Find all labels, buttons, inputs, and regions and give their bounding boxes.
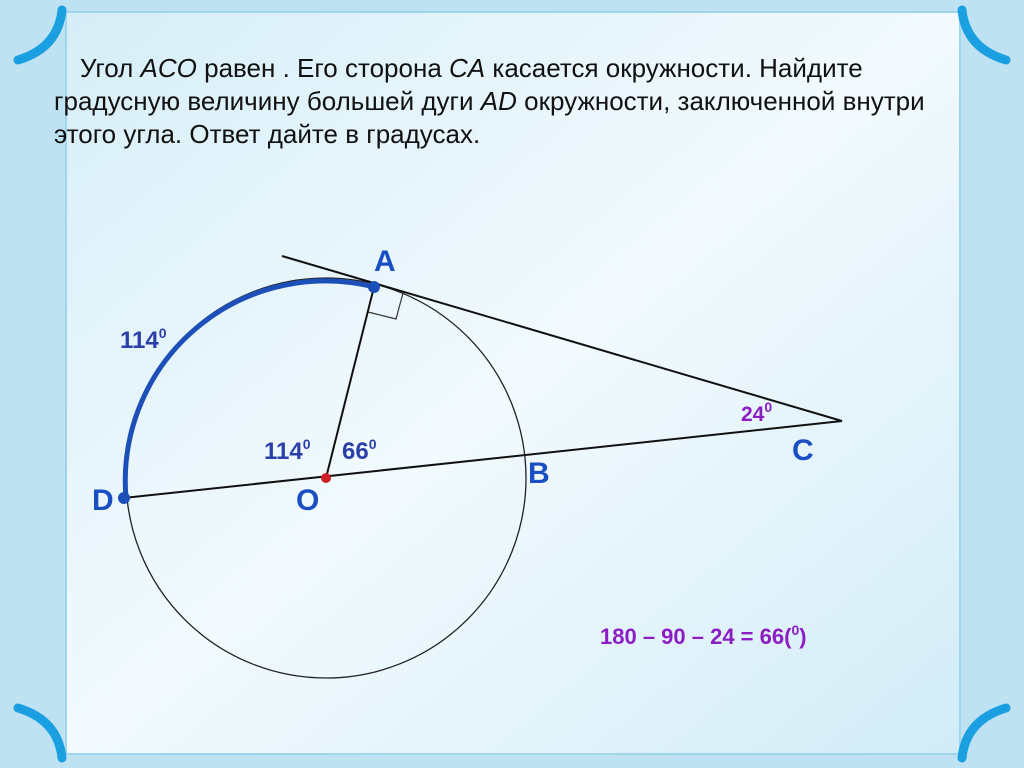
problem-text-part: окружности, заключенной внутри этого угла. Ответ дайте в градусах. <box>54 86 925 149</box>
angle-c-degree: 0 <box>764 399 773 415</box>
label-point-c: C <box>792 434 814 467</box>
problem-text-part: касается окружности. Найдите градусную величину большей дуги <box>54 53 863 116</box>
angle-c-value <box>741 399 772 426</box>
label-point-b: B <box>528 457 550 490</box>
arc-ad-number: 114 <box>120 327 159 354</box>
label-point-d: D <box>92 484 114 517</box>
angle-aob-number: 66 <box>342 438 369 465</box>
formula-text: 180 – 90 – 24 = 66( <box>600 624 792 649</box>
side-name-ca: CA <box>449 53 486 83</box>
label-point-o: O <box>296 484 320 517</box>
problem-text-part: равен . Его сторона <box>196 53 450 83</box>
angle-doa-number: 114 <box>264 438 303 465</box>
formula-degree: 0 <box>791 622 800 638</box>
arc-ad-degree: 0 <box>158 325 167 341</box>
arc-ad-highlight <box>125 281 374 498</box>
right-angle-mark <box>368 293 403 319</box>
problem-text-part: Угол <box>80 53 141 83</box>
arc-ad-value <box>120 325 167 354</box>
angle-name-aco: ACO <box>140 53 197 83</box>
angle-aob-degree: 0 <box>368 436 377 452</box>
angle-c-number: 24 <box>741 403 765 426</box>
solution-formula <box>600 622 807 649</box>
label-point-a: A <box>374 245 396 278</box>
point-a-dot <box>368 281 380 293</box>
arc-name-ad: AD <box>480 86 517 116</box>
tangent-line-ca <box>282 256 842 421</box>
angle-doa-degree: 0 <box>302 436 311 452</box>
point-d-dot <box>118 492 130 504</box>
angle-doa-value <box>264 436 311 465</box>
angle-aob-value <box>342 436 377 465</box>
line-dc <box>124 421 842 498</box>
formula-close: ) <box>799 624 807 649</box>
point-o-dot <box>321 473 331 483</box>
